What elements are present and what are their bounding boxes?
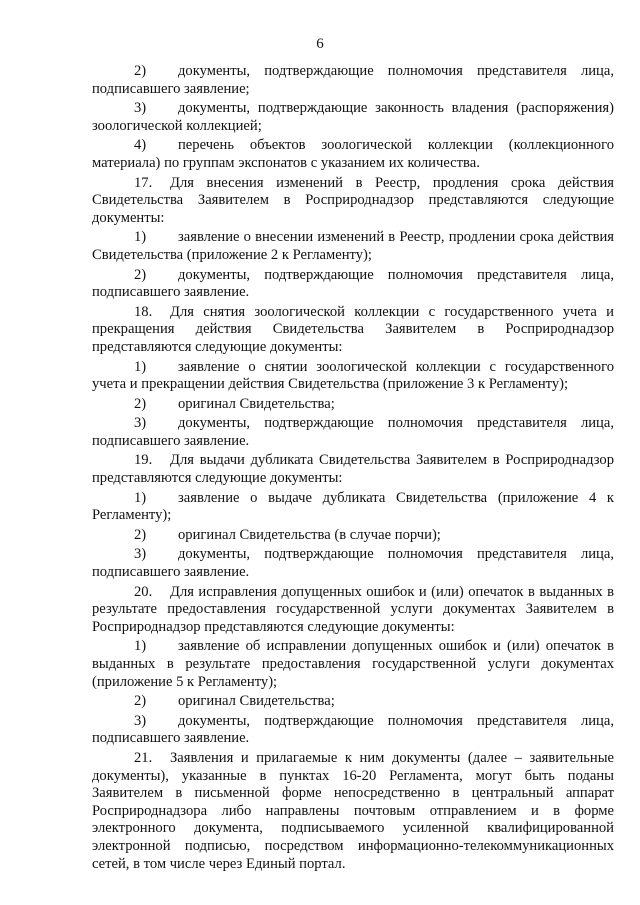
clause-number: 19.: [134, 452, 153, 469]
clause-17: [92, 175, 614, 228]
item-number: 1): [134, 638, 147, 655]
item-number: 3): [134, 100, 147, 117]
clause-number: 18.: [134, 303, 153, 320]
list-item: [92, 229, 614, 264]
item-text: документы, подтверждающие полномочия представителя лица, подписавшего заявление.: [92, 712, 614, 747]
clause-21: [92, 750, 614, 873]
item-text: заявление о внесении изменений в Реестр, продлении срока действия Свидетельства (приложение 2 к Регламенту);: [92, 229, 614, 263]
item-number: 1): [134, 358, 147, 375]
item-text: документы, подтверждающие полномочия представителя лица, подписавшего заявление.: [92, 266, 614, 301]
clause-number: 20.: [134, 583, 153, 600]
list-item: [92, 546, 614, 581]
clause-19: [92, 452, 614, 487]
page-number: 6: [316, 36, 324, 52]
clause-text: Для исправления допущенных ошибок и (или) опечаток в выданных в результате предоставления государственной услуги документах Заявителем в Росприроднадзор представляются следующие документы:: [92, 583, 614, 635]
clause-text: Заявления и прилагаемые к ним документы (далее – заявительные документы), указанные в пунктах 16-20 Регламента, могут быть поданы Заявителем в письменной форме непосредственно в центральный аппарат Росприроднадзора либо направлены почтовым отправлением и в форме электронного документа, подписываемого усиленной квалифицированной электронной подписью, посредством информационно-телекоммуникационных сетей, в том числе через Единый портал.: [92, 749, 614, 872]
item-number: 2): [134, 266, 147, 283]
list-item: [92, 713, 614, 748]
item-number: 4): [134, 137, 147, 154]
list-item: [92, 490, 614, 525]
document-body: [92, 63, 614, 875]
item-text: перечень объектов зоологической коллекции (коллекционного материала) по группам экспонатов с указанием их количества.: [92, 137, 614, 171]
item-text: документы, подтверждающие полномочия представителя лица, подписавшего заявление.: [92, 415, 614, 449]
item-number: 1): [134, 489, 147, 506]
clause-number: 17.: [134, 174, 153, 191]
item-text: заявление о выдаче дубликата Свидетельства (приложение 4 к Регламенту);: [92, 489, 614, 524]
list-item: [92, 396, 614, 414]
item-text: оригинал Свидетельства;: [178, 395, 335, 412]
list-item: [92, 638, 614, 691]
clause-text: Для внесения изменений в Реестр, продления срока действия Свидетельства Заявителем в Росприроднадзор представляются следующие документы:: [92, 174, 614, 226]
item-text: документы, подтверждающие законность владения (распоряжения) зоологической коллекцией;: [92, 100, 614, 134]
list-item: [92, 100, 614, 135]
item-text: заявление об исправлении допущенных ошибок и (или) опечаток в выданных в результате предоставления государственной услуги документах (приложение 5 к Регламенту);: [92, 638, 614, 690]
list-item: [92, 415, 614, 450]
item-text: оригинал Свидетельства (в случае порчи);: [178, 526, 441, 543]
list-item: [92, 267, 614, 302]
item-number: 3): [134, 546, 147, 563]
item-number: 3): [134, 415, 147, 432]
clause-18: [92, 304, 614, 357]
list-item: [92, 359, 614, 394]
item-number: 2): [134, 395, 147, 412]
item-number: 1): [134, 229, 147, 246]
clause-20: [92, 584, 614, 637]
item-number: 2): [134, 693, 147, 710]
item-number: 3): [134, 712, 147, 729]
item-text: документы, подтверждающие полномочия представителя лица, подписавшего заявление.: [92, 546, 614, 581]
item-number: 2): [134, 63, 147, 79]
item-text: документы, подтверждающие полномочия представителя лица, подписавшего заявление;: [92, 63, 614, 97]
list-item: [92, 693, 614, 711]
list-item: [92, 63, 614, 98]
list-item: [92, 137, 614, 172]
item-text: заявление о снятии зоологической коллекции с государственного учета и прекращении действия Свидетельства (приложение 3 к Регламенту);: [92, 358, 614, 393]
list-item: [92, 527, 614, 545]
item-text: оригинал Свидетельства;: [178, 693, 335, 710]
item-number: 2): [134, 526, 147, 543]
clause-text: Для выдачи дубликата Свидетельства Заявителем в Росприроднадзор представляются следующие документы:: [92, 452, 614, 487]
clause-number: 21.: [134, 749, 153, 766]
clause-text: Для снятия зоологической коллекции с государственного учета и прекращения действия Свидетельства Заявителем в Росприроднадзор представляются следующие документы:: [92, 303, 614, 355]
